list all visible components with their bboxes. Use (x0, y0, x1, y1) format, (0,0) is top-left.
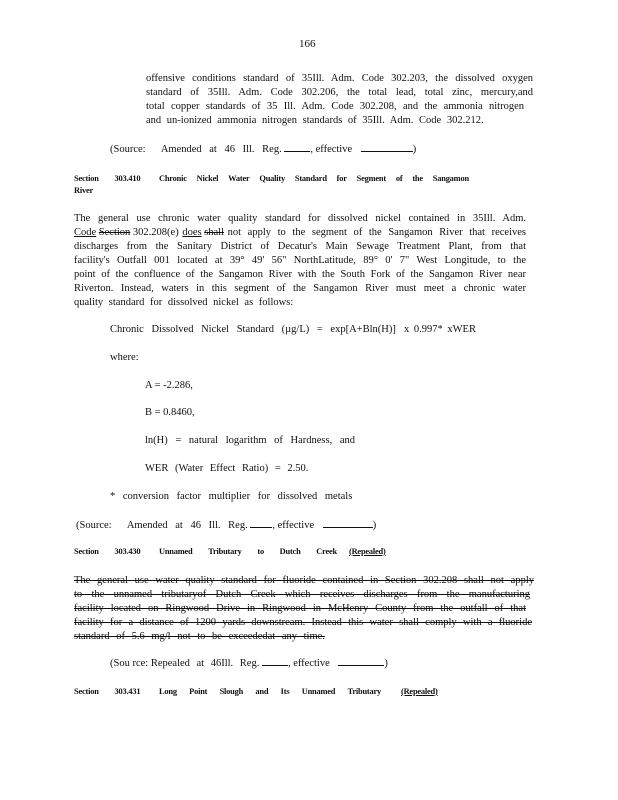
section-ref: 302.208(e) (132, 227, 179, 238)
title-word: Quality (259, 174, 285, 183)
source-note-3 (110, 656, 388, 671)
source-close: ) (372, 520, 377, 531)
para-430-line-1: The general use water quality standard for fluoride contained in Section 302.208 shall not apply (74, 575, 534, 586)
para-410-line-5: point of the confluence of the Sangamon River with the South Fork of the Sangamon River near (74, 269, 526, 280)
definition-ln: ln(H) = natural logarithm of Hardness, and (145, 435, 355, 446)
title-word: Tributary (208, 547, 242, 556)
title-word: Its (280, 687, 290, 696)
section-431-title (159, 686, 381, 698)
formula-rhs: x 0.997* xWER (404, 324, 476, 335)
title-word: Segment (356, 174, 386, 183)
register-blank (250, 518, 272, 528)
effective-label: effective (293, 658, 330, 669)
title-word: the (412, 174, 423, 183)
source-close: ) (384, 658, 388, 669)
source-close: ) (412, 144, 417, 155)
source-separator: , (272, 520, 275, 531)
effective-blank (338, 656, 384, 666)
section-430-number: Section 303.430 (74, 547, 141, 556)
register-blank (284, 142, 310, 152)
para-410-line-1: The general use chronic water quality standard for dissolved nickel contained in 35Ill. Adm. (74, 213, 526, 224)
title-word: Water (228, 174, 250, 183)
para-430-line-4: facility for a distance of 1200 yards downstream. Instead this water shall comply with a fluoride (74, 617, 532, 628)
title-word: Nickel (196, 174, 219, 183)
source-text: Repealed at 46Ill. Reg. (150, 658, 260, 669)
para-430-line-5: standard of 5.6 mg/l not to be exceededat any time. (74, 631, 325, 642)
title-word: Slough (219, 687, 244, 696)
intro-line-3: total copper standards of 35 Ill. Adm. Code 302.208, and the ammonia nitrogen (146, 101, 524, 112)
title-word: and (255, 687, 269, 696)
title-word: Tributary (347, 687, 381, 696)
title-word: for (336, 174, 347, 183)
definition-a: A = -2.286, (145, 380, 193, 391)
title-word: of (395, 174, 403, 183)
intro-line-4: and un-ionized ammonia nitrogen standards of 35Ill. Adm. Code 302.212. (146, 115, 484, 126)
title-word: Chronic (159, 174, 187, 183)
title-word: to (257, 547, 264, 556)
formula-lhs: Chronic Dissolved Nickel Standard (µg/L) = exp[A+Bln(H)] (110, 324, 396, 335)
source-label: (Source: (76, 520, 112, 531)
definition-b: B = 0.8460, (145, 407, 195, 418)
definition-wer: WER (Water Effect Ratio) = 2.50. (145, 463, 309, 474)
effective-label: effective (315, 144, 353, 155)
source-label: (Source: (110, 144, 146, 155)
struck-section: Section (98, 227, 131, 238)
title-word: Sangamon (432, 174, 469, 183)
page-number: 166 (299, 38, 316, 50)
source-note-2 (76, 518, 376, 533)
section-410-title-cont: River (74, 186, 93, 195)
para-410-line-2-rest: not apply to the segment of the Sangamon River that receives (227, 227, 526, 238)
section-410-title (159, 173, 469, 185)
source-note-1 (110, 142, 416, 157)
source-text: Amended at 46 Ill. Reg. (126, 520, 248, 531)
where-label: where: (110, 352, 139, 363)
source-separator: , (310, 144, 313, 155)
section-431-number: Section 303.431 (74, 687, 141, 696)
section-430-title (159, 546, 337, 558)
section-410-number: Section 303.410 (74, 174, 141, 183)
footnote: * conversion factor multiplier for dissolved metals (110, 491, 353, 502)
para-410-line-3: discharges from the Sanitary District of Decatur's Main Sewage Treatment Plant, from that (74, 241, 526, 252)
effective-blank (323, 518, 373, 528)
effective-blank (361, 142, 413, 152)
struck-shall: shall (204, 227, 225, 238)
title-word: Creek (316, 547, 337, 556)
para-410-line-4: facility's Outfall 001 located at 39° 49' 56" NorthLatitude, 89° 0' 7" West Longitude, to the (74, 255, 526, 266)
inserted-code: Code (74, 227, 97, 238)
source-label: (Sou rce: (110, 658, 149, 669)
register-blank (262, 656, 288, 666)
para-410-line-7: quality standard for dissolved nickel as follows: (74, 297, 294, 308)
effective-label: effective (277, 520, 315, 531)
title-word: Dutch (279, 547, 301, 556)
para-410-line-6: Riverton. Instead, waters in this segment of the Sangamon River must meet a chronic water (74, 283, 526, 294)
intro-line-1: offensive conditions standard of 35Ill. Adm. Code 302.203, the dissolved oxygen (146, 73, 533, 84)
section-431-repealed: (Repealed) (401, 687, 438, 696)
para-430-line-3: facility located on Ringwood Drive in Ringwood in McHenry County from the outfall of that (74, 603, 526, 614)
para-410-line-2 (74, 226, 526, 240)
source-separator: , (287, 658, 291, 669)
para-430-line-2: to the unnamed tributaryof Dutch Creek which receives discharges from the manufacturing (74, 589, 530, 600)
title-word: Unnamed (301, 687, 336, 696)
title-word: Unnamed (159, 547, 193, 556)
title-word: Point (189, 687, 208, 696)
title-word: Standard (294, 174, 327, 183)
source-text: Amended at 46 Ill. Reg. (160, 144, 282, 155)
intro-line-2: standard of 35Ill. Adm. Code 302.206, the total lead, total zinc, mercury,and (146, 87, 533, 98)
section-430-repealed: (Repealed) (349, 547, 386, 556)
title-word: Long (159, 687, 177, 696)
inserted-does: does (182, 227, 202, 238)
